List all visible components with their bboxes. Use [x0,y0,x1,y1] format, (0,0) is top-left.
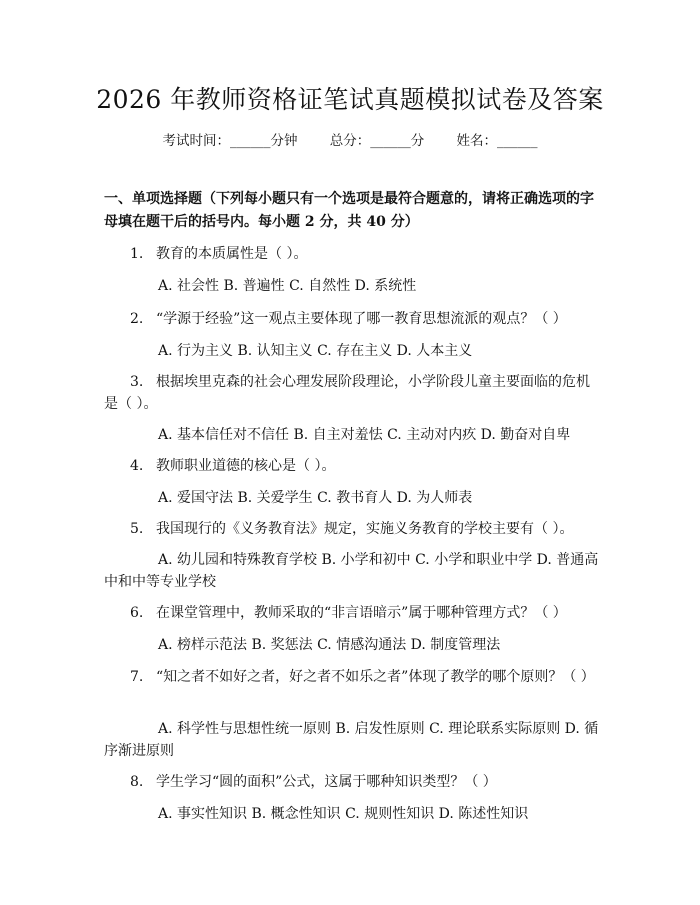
question-1-options: A. 社会性 B. 普遍性 C. 自然性 D. 系统性 [158,278,417,294]
question-number: 7. [130,669,144,685]
question-text: 学生学习“圆的面积”公式，这属于哪种知识类型？（ ） [156,774,497,790]
question-text: 在课堂管理中，教师采取的“非言语暗示”属于哪种管理方式？（ ） [156,605,567,621]
question-3-options: A. 基本信任对不信任 B. 自主对羞怯 C. 主动对内疚 D. 勤奋对自卑 [158,427,571,443]
question-7 [104,666,602,688]
question-8 [104,771,602,793]
question-8-options: A. 事实性知识 B. 概念性知识 C. 规则性知识 D. 陈述性知识 [158,806,529,822]
exam-info [0,131,700,151]
question-4 [104,455,602,477]
question-2-options: A. 行为主义 B. 认知主义 C. 存在主义 D. 人本主义 [158,343,473,359]
question-5 [104,518,602,540]
question-number: 4. [130,458,144,474]
question-number: 2. [130,311,144,327]
question-1 [104,243,602,265]
question-3 [104,371,602,415]
question-4-options: A. 爱国守法 B. 关爱学生 C. 教书育人 D. 为人师表 [158,490,473,506]
question-text: “知之者不如好之者，好之者不如乐之者”体现了教学的哪个原则？（ ） [156,669,595,685]
exam-time: 考试时间：______分钟 [162,133,298,149]
question-number: 5. [130,521,144,537]
question-text: 我国现行的《义务教育法》规定，实施义务教育的学校主要有（ ）。 [156,521,574,537]
question-text: 教师职业道德的核心是（ ）。 [156,458,336,474]
student-name: 姓名：______ [456,133,538,149]
total-score: 总分：______分 [329,133,425,149]
question-number: 8. [130,774,144,790]
question-number: 6. [130,605,144,621]
question-number: 1. [130,246,144,262]
question-text: 根据埃里克森的社会心理发展阶段理论，小学阶段儿童主要面临的危机是（ ）。 [104,374,590,412]
question-6-options: A. 榜样示范法 B. 奖惩法 C. 情感沟通法 D. 制度管理法 [158,637,501,653]
question-number: 3. [130,374,144,390]
question-text: 教育的本质属性是（ ）。 [156,246,308,262]
section-heading: 一、单项选择题（下列每小题只有一个选项是最符合题意的，请将正确选项的字母填在题干后的括号内。每小题 2 分，共 40 分） [104,191,594,230]
question-6 [104,602,602,624]
question-2 [104,308,602,330]
page-title: 2026 年教师资格证笔试真题模拟试卷及答案 [96,85,604,114]
question-text: “学源于经验”这一观点主要体现了哪一教育思想流派的观点？（ ） [156,311,567,327]
question-7-options: A. 科学性与思想性统一原则 B. 启发性原则 C. 理论联系实际原则 D. 循序渐进原则 [104,721,599,759]
question-5-options: A. 幼儿园和特殊教育学校 B. 小学和初中 C. 小学和职业中学 D. 普通高中和中等专业学校 [104,552,599,590]
